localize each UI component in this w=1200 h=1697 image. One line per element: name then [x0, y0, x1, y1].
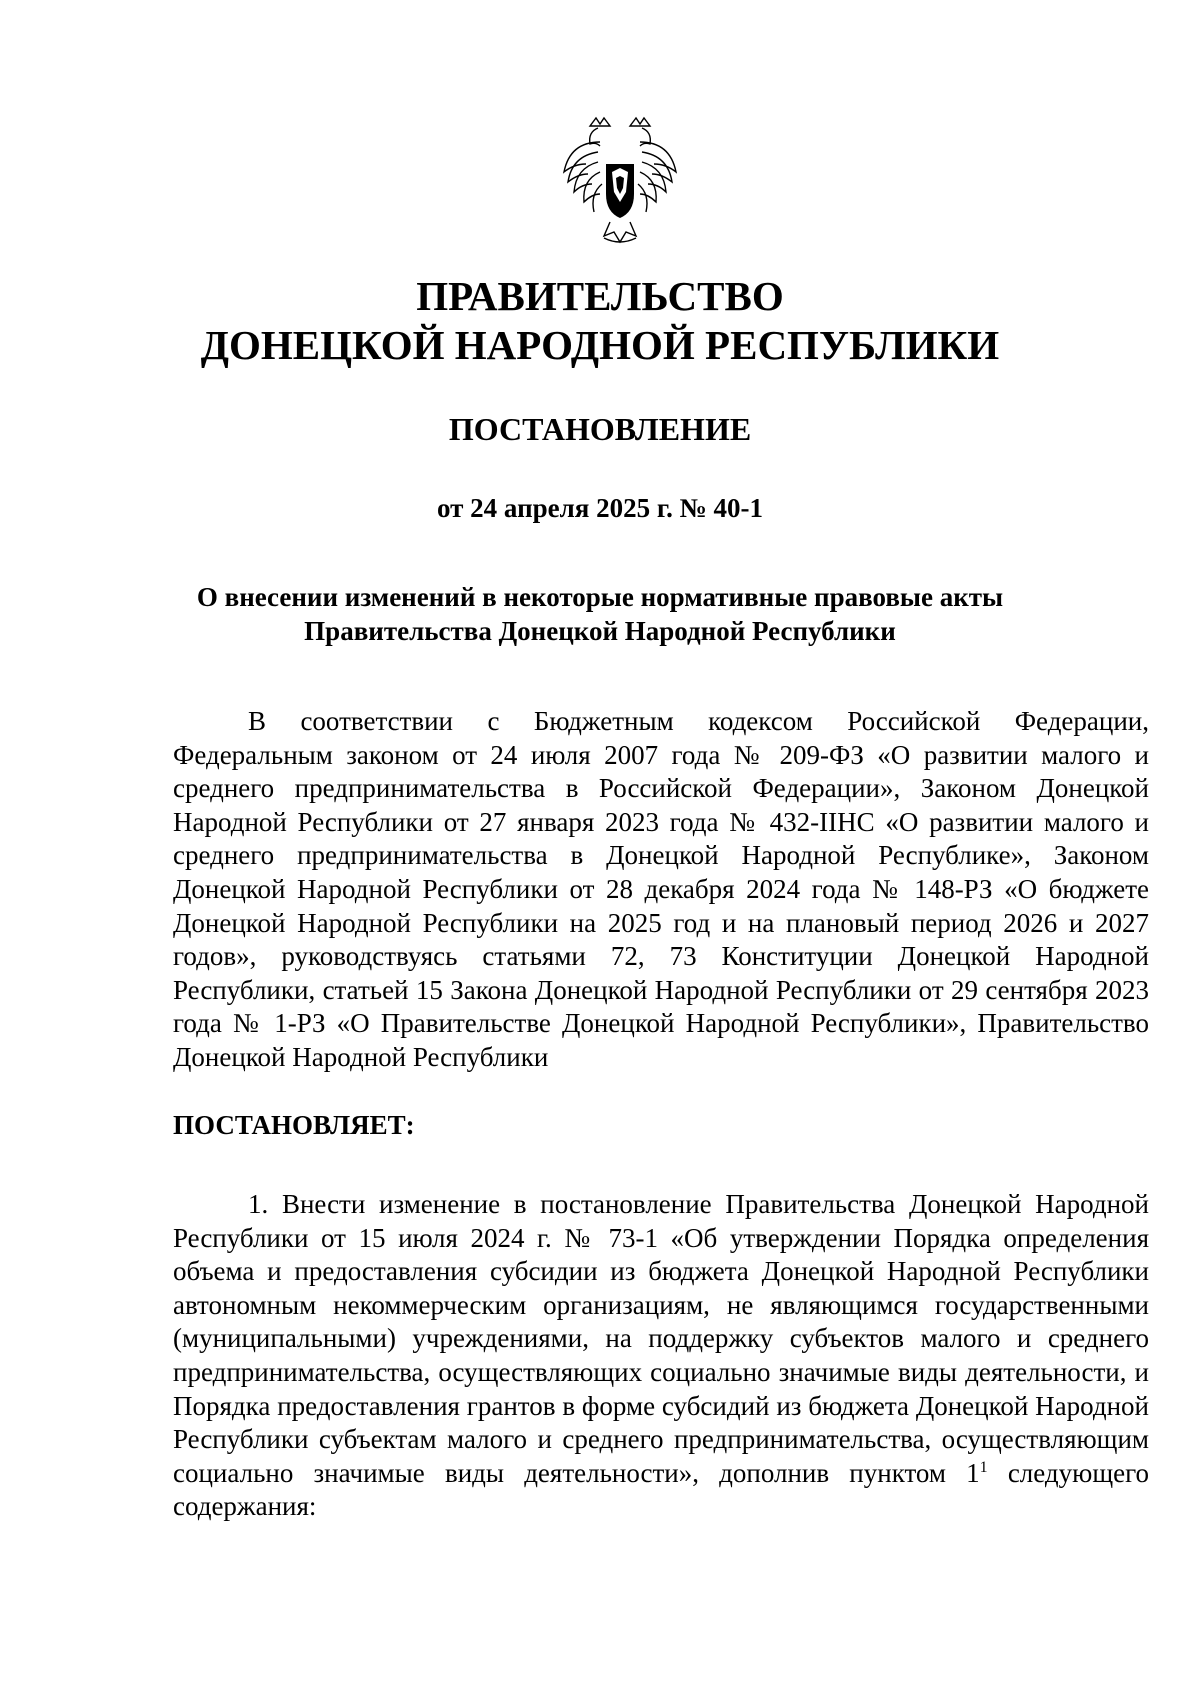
- preamble-paragraph: В соответствии с Бюджетным кодексом Российской Федерации, Федеральным законом от 24 июля 2007 года № 209-ФЗ «О развитии малого и среднего предпринимательства в Российской Федерации», Законом Донецкой Народной Республики от 27 января 2023 года № 432-IIНС «О развитии малого и среднего предпринимательства в Донецкой Народной Республике», Законом Донецкой Народной Республики от 28 декабря 2024 года № 148-РЗ «О бюджете Донецкой Народной Республики на 2025 год и на плановый период 2026 и 2027 годов», руководствуясь статьями 72, 73 Конституции Донецкой Народной Республики, статьей 15 Закона Донецкой Народной Республики от 29 сентября 2023 года № 1-РЗ «О Правительстве Донецкой Народной Республики», Правительство Донецкой Народной Республики: [173, 706, 1149, 1072]
- org-name-line2: ДОНЕЦКОЙ НАРОДНОЙ РЕСПУБЛИКИ: [200, 322, 1000, 368]
- org-name-line1: ПРАВИТЕЛЬСТВО: [416, 273, 784, 319]
- item-1-tail: следующего содержания:: [173, 1457, 1149, 1522]
- decree-heading: ПОСТАНОВЛЯЕТ:: [173, 1110, 415, 1140]
- subject-line2: Правительства Донецкой Народной Республики: [304, 616, 896, 646]
- subject-line1: О внесении изменений в некоторые нормативные правовые акты: [196, 582, 1004, 612]
- document-date-number: от 24 апреля 2025 г. № 40-1: [437, 493, 763, 523]
- item-1-paragraph: [173, 1188, 1149, 1524]
- document-subject: [150, 580, 1050, 648]
- item-1-text: 1. Внести изменение в постановление Правительства Донецкой Народной Республики от 15 июля 2024 г. № 73-1 «Об утверждении Порядка определения объема и предоставления субсидии из бюджета Донецкой Народной Республики автономным некоммерческим организациям, не являющимся государственными (муниципальными) учреждениями, на поддержку субъектов малого и среднего предпринимательства, осуществляющих социально значимые виды деятельности, и Порядка предоставления грантов в форме субсидий из бюджета Донецкой Народной Республики субъектам малого и среднего предпринимательства, осуществляющим социально значимые виды деятельности», дополнив пунктом 1: [173, 1189, 1149, 1488]
- dpr-coat-of-arms-icon: [560, 112, 680, 252]
- document-type: ПОСТАНОВЛЕНИЕ: [448, 411, 752, 447]
- item-1-superscript: 1: [979, 1458, 988, 1476]
